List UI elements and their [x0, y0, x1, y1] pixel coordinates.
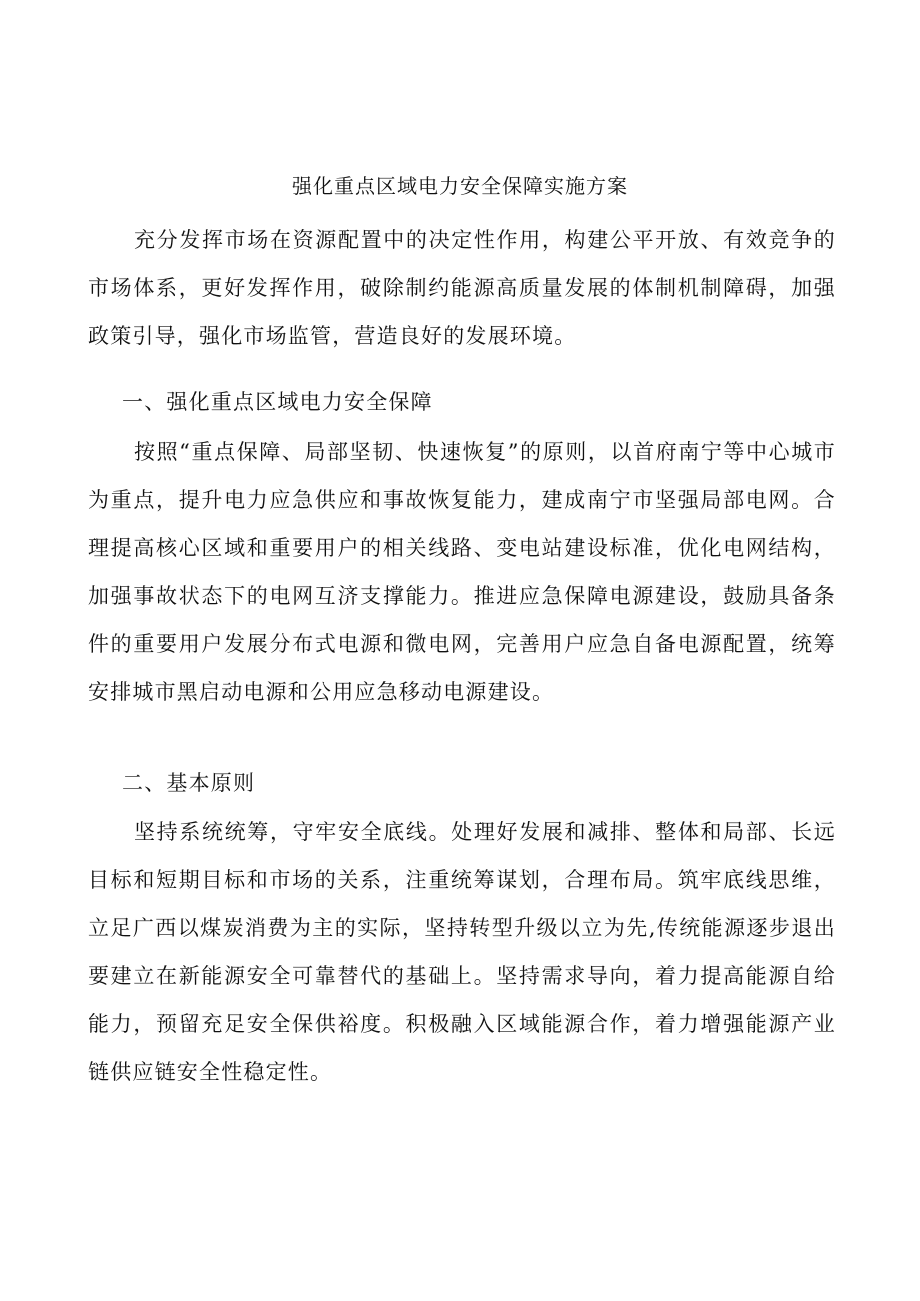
- section-body-1: 按照“重点保障、局部坚韧、快速恢复”的原则，以首府南宁等中心城市为重点，提升电力应急供应和事故恢复能力，建成南宁市坚强局部电网。合理提高核心区域和重要用户的相关线路、变电站建设标准，优化电网结构，加强事故状态下的电网互济支撑能力。推进应急保障电源建设，鼓励具备条件的重要用户发展分布式电源和微电网，完善用户应急自备电源配置，统筹安排城市黑启动电源和公用应急移动电源建设。: [88, 440, 836, 704]
- intro-paragraph: 充分发挥市场在资源配置中的决定性作用，构建公平开放、有效竞争的市场体系，更好发挥作用，破除制约能源高质量发展的体制机制障碍，加强政策引导，强化市场监管，营造良好的发展环境。: [88, 228, 836, 348]
- section-body-2: 坚持系统统筹，守牢安全底线。处理好发展和减排、整体和局部、长远目标和短期目标和市场的关系，注重统筹谋划，合理布局。筑牢底线思维，立足广西以煤炭消费为主的实际，坚持转型升级以立为先,传统能源逐步退出要建立在新能源安全可靠替代的基础上。坚持需求导向，着力提高能源自给能力，预留充足安全保供裕度。积极融入区域能源合作，着力增强能源产业链供应链安全性稳定性。: [88, 820, 836, 1084]
- document-title: 强化重点区域电力安全保障实施方案: [292, 174, 628, 198]
- section-heading-1: 一、强化重点区域电力安全保障: [122, 390, 433, 414]
- section-heading-2: 二、基本原则: [122, 771, 256, 795]
